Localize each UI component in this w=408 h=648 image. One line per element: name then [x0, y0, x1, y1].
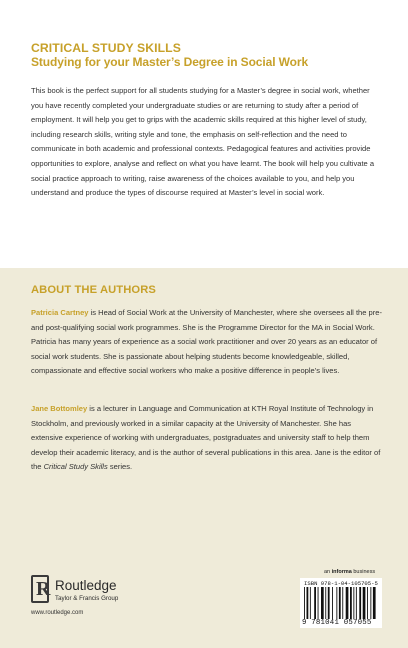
logo-letter: R [36, 578, 51, 600]
barcode-digits: 9 781041 057055 [302, 619, 372, 627]
routledge-mark-icon [31, 575, 49, 603]
series-reference: Critical Study Skills [43, 462, 108, 472]
barcode-bar [339, 587, 341, 619]
isbn-number: ISBN 978-1-04-105705-5 [304, 580, 378, 587]
barcode-bar [304, 587, 305, 619]
barcode-bars [304, 587, 378, 619]
author-bio-text: is Head of Social Work at the University of Manchester, where she oversees all the pre- and post-qualifying social work programmes. She is the Programme Director for the MA in Social Work. Patricia has many years of experience as a social work practitioner and over 20 years as an educator of social work students. She is passionate about helping students become knowledgeable, skilled, compassionate and effective social workers who make a positive difference in people’s lives. [31, 308, 382, 376]
barcode-bar [325, 587, 326, 619]
barcode-bar [336, 587, 337, 619]
about-authors-heading: ABOUT THE AUTHORS [31, 284, 156, 296]
publisher-website: www.routledge.com [31, 610, 84, 616]
barcode-bar [363, 587, 366, 619]
barcode-bar [359, 587, 361, 619]
authors-section [0, 268, 408, 648]
barcode-bar [318, 587, 319, 619]
series-title: CRITICAL STUDY SKILLS [31, 41, 181, 55]
barcode-bar [307, 587, 309, 619]
barcode-bar [314, 587, 316, 619]
author-bio-patricia [31, 306, 383, 379]
informa-business-label: an informa business [324, 569, 376, 575]
barcode-bar [350, 587, 352, 619]
author-bio-jane [31, 402, 383, 475]
description-section [0, 0, 408, 268]
author-name: Jane Bottomley [31, 404, 88, 413]
author-name: Patricia Cartney [31, 308, 89, 317]
barcode-bar [332, 587, 333, 619]
barcode-bar [346, 587, 349, 619]
routledge-logo [31, 575, 151, 615]
barcode-bar [342, 587, 343, 619]
barcode-bar [370, 587, 371, 619]
isbn-barcode [300, 578, 382, 628]
barcode-bar [356, 587, 357, 619]
book-subtitle: Studying for your Master’s Degree in Social Work [31, 55, 309, 69]
author-bio-text-end: series. [107, 462, 133, 472]
publisher-name: Routledge [55, 578, 117, 593]
book-blurb: This book is the perfect support for all students studying for a Master’s degree in social work, whether you have recently completed your undergraduate studies or are returning to study after a period of employment. It will help you get to grips with the academic skills required at this higher level of study, including research skills, writing style and tone, the emphasis on self-reflection and the need to communicate in both academic and professional contexts. Pedagogical features and activities provide opportunities to explore, analyse and reflect on what you have learnt. The book will help you cultivate a social practice approach to writing, raise awareness of the choices available to you, and help you understand and produce the types of discourse required at Master’s level in social work. [31, 86, 375, 198]
barcode-bar [353, 587, 354, 619]
barcode-bar [310, 587, 311, 619]
barcode-bar [367, 587, 368, 619]
author-bio-text: is a lecturer in Language and Communication at KTH Royal Institute of Technology in Stockholm, and previously worked in a similar capacity at the University of Manchester. She has extensive experience of working with undergraduates, postgraduates and university staff to help them develop their academic literacy, and is the author of several publications in this area. Jane is the editor of the [31, 404, 381, 472]
barcode-bar [328, 587, 330, 619]
barcode-bar [321, 587, 324, 619]
barcode-bar [373, 587, 376, 619]
publisher-group: Taylor & Francis Group [55, 595, 119, 602]
